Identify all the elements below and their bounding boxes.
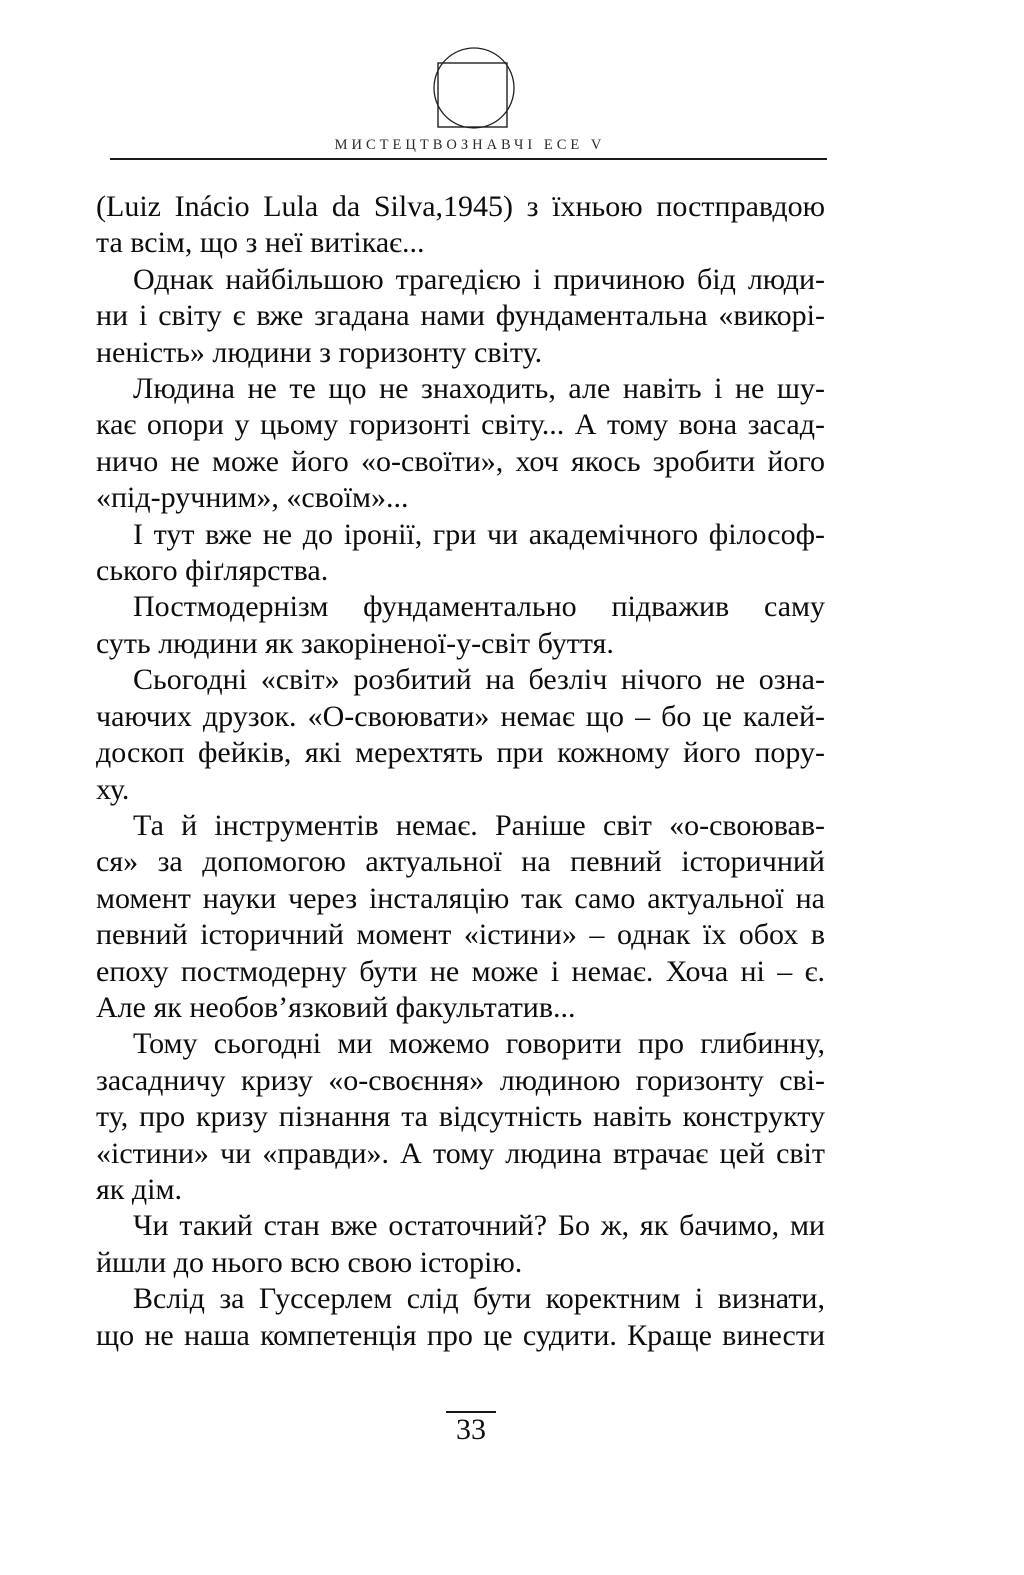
text-line: (Luiz Inácio Lula da Silva,1945) з їхньою постправдою [96,190,825,223]
text-line: ни і світу є вже згадана нами фундаментальна «викорі- [96,299,825,333]
text-line: певний історичний момент «істини» – однак їх обох в [96,918,825,952]
text-line: доскоп фейків, які мерехтять при кожному його пору- [96,736,825,770]
text-line: Та й інструментів немає. Раніше світ «о-своював- [133,808,825,842]
text-line: чаючих друзок. «О-своювати» немає що – бо це калей- [96,699,825,733]
paragraph [96,262,825,371]
text-line: Вслід за Гуссерлем слід бути коректним і визнати, [133,1282,825,1316]
header-rule [110,158,827,160]
text-line: ничо не може його «о-своїти», хоч якось зробити його [96,444,825,478]
text-line: ського фіґлярства. [96,554,329,588]
paragraph [96,662,825,808]
publisher-emblem-icon [433,46,517,130]
text-line: ху. [96,772,130,806]
text-line: неність» людини з горизонту світу. [96,335,543,369]
text-line: Але як необов’язковий факультатив... [96,990,576,1024]
text-line: та всім, що з неї витікає... [96,226,425,260]
text-line: Сьогодні «світ» розбитий на безліч нічого не озна- [133,663,825,697]
running-header-title: МИСТЕЦТВОЗНАВЧІ ЕСЕ V [334,137,606,153]
text-line: «істини» чи «правди». А тому людина втрачає цей світ [96,1136,825,1170]
page-footer [446,1411,496,1446]
page-number: 33 [456,1413,486,1446]
text-line: як дім. [96,1172,182,1206]
text-line: момент науки через інсталяцію так само актуальної на [96,881,825,915]
text-line: Тому сьогодні ми можемо говорити про глибинну, [133,1027,825,1061]
text-line: Однак найбільшою трагедією і причиною бід люди- [133,262,825,296]
text-line: кає опори у цьому горизонті світу... А тому вона засад- [96,408,825,442]
text-line: ту, про кризу пізнання та відсутність навіть конструкту [96,1100,825,1134]
paragraph [96,808,825,1026]
text-line: Чи такий стан вже остаточний? Бо ж, як бачимо, ми [133,1209,825,1243]
paragraph [96,189,825,262]
text-line: засадничу кризу «о-своєння» людиною горизонту сві- [96,1063,825,1097]
text-line: І тут вже не до іронії, гри чи академічного філософ- [133,517,825,551]
text-line: ся» за допомогою актуальної на певний історичний [96,845,825,879]
text-line: Постмодернізм фундаментально підважив саму [133,590,825,624]
text-line: йшли до нього всю свою історію. [96,1245,523,1279]
text-line: Людина не те що не знаходить, але навіть і не шу- [133,372,825,406]
paragraph [96,1026,825,1208]
page-text [96,189,825,1354]
paragraph [96,1281,825,1354]
paragraph [96,1208,825,1281]
text-line: «під-ручним», «своїм»... [96,481,409,515]
text-line: суть людини як закоріненої-у-світ буття. [96,626,614,660]
paragraph [96,589,825,662]
text-line: що не наша компетенція про це судити. Краще винести [96,1318,825,1352]
text-line: епоху постмодерну бути не може і немає. Хоча ні – є. [96,954,825,988]
paragraph [96,517,825,590]
paragraph [96,371,825,517]
